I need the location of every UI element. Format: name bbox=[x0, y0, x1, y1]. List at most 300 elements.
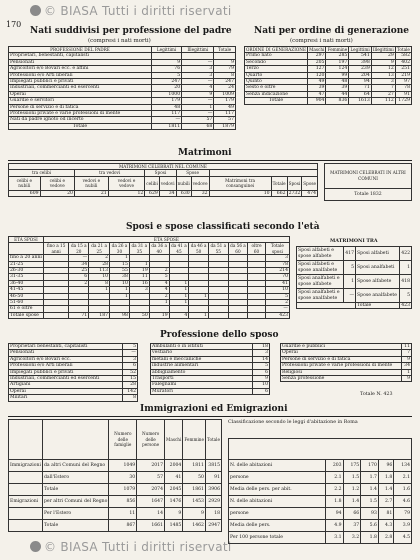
table-cell: 3 bbox=[253, 350, 270, 356]
table-cell: Pensionati bbox=[9, 59, 152, 65]
table-cell: Sposi analfabeti bbox=[356, 261, 400, 275]
table-cell: 57 bbox=[137, 472, 165, 484]
column-header: vedove bbox=[191, 176, 209, 190]
table-cell: 36-40 bbox=[9, 280, 44, 286]
table-cell: 61 e oltre bbox=[9, 306, 44, 312]
table-cell: 1 bbox=[402, 369, 412, 375]
table-cell: Agricoltori e/o Bovari ecc. e affini bbox=[9, 66, 152, 72]
table-cell: N. delle abitazioni bbox=[229, 496, 326, 508]
table-cell: Persone di servizio e di fatica bbox=[281, 356, 402, 362]
table-cell: 5 bbox=[149, 274, 169, 280]
table-cell: 41 bbox=[165, 472, 183, 484]
table-row bbox=[9, 508, 222, 520]
table-cell: 28 bbox=[123, 382, 138, 388]
table-cell: 6 bbox=[253, 369, 270, 375]
table-cell: 24 bbox=[214, 85, 236, 91]
table-cell: 219 bbox=[395, 72, 411, 78]
table-cell: 1.7 bbox=[361, 472, 379, 484]
table-cell: 1453 bbox=[183, 496, 206, 508]
table-cell: 1 bbox=[189, 312, 209, 318]
table-cell bbox=[9, 484, 43, 496]
table-cell: 96 bbox=[378, 460, 393, 472]
table-cell: Spose alfabete bbox=[356, 275, 400, 289]
archive-logo-icon bbox=[30, 5, 41, 16]
table-cell: 76 bbox=[152, 66, 182, 72]
column-header: Maschi bbox=[165, 420, 183, 460]
column-header: da 21 a 25 bbox=[89, 243, 110, 255]
table-cell: — bbox=[123, 350, 138, 356]
column-header: ETÀ SPOSE bbox=[43, 237, 289, 243]
table-cell: — bbox=[152, 117, 182, 123]
table-cell: 3815 bbox=[205, 460, 221, 472]
table-cell: 9 bbox=[402, 356, 412, 362]
table-row bbox=[297, 261, 412, 275]
table-cell: 2 bbox=[69, 280, 89, 286]
table-cell: — bbox=[344, 289, 356, 303]
table-cell: 19 bbox=[149, 312, 169, 318]
table-cell: 662 bbox=[271, 190, 287, 196]
table-cell: 204 bbox=[349, 72, 371, 78]
table-cell: 247 bbox=[214, 79, 236, 85]
table-cell: Sposi analfabeti e spose alfabete bbox=[297, 275, 344, 289]
table-cell: 9 bbox=[214, 59, 236, 65]
table-cell: 1.4 bbox=[343, 496, 361, 508]
table-cell: 4 bbox=[149, 287, 169, 293]
abitazioni-title: Classificazione secondo le leggi d'abitazione in Roma bbox=[228, 420, 358, 425]
professione-sposo-right bbox=[280, 343, 412, 382]
table-row bbox=[281, 363, 412, 369]
table-cell: abbigliamento bbox=[151, 369, 253, 375]
table-cell: 91 bbox=[205, 472, 221, 484]
table-cell: Guardie e servitori bbox=[9, 98, 152, 104]
section-rule bbox=[8, 160, 412, 161]
professione-sposo-total: Totale N. 423 bbox=[360, 392, 393, 397]
column-header: Illegittimi bbox=[182, 47, 214, 53]
table-cell: 5 bbox=[265, 293, 289, 299]
column-header: Totale bbox=[271, 176, 287, 190]
table-cell: 20 bbox=[152, 85, 182, 91]
table-cell: 12 bbox=[108, 190, 145, 196]
table-cell: Professioni private e varie professioni di mente bbox=[9, 111, 152, 117]
matrimoni-altri-comuni-table bbox=[324, 163, 412, 201]
table-cell: Militari bbox=[9, 395, 123, 401]
table-cell: 31-35 bbox=[9, 274, 44, 280]
table-cell: 21-25 bbox=[9, 261, 44, 267]
table-cell: Totale bbox=[42, 484, 108, 496]
table-cell: 120 bbox=[308, 72, 326, 78]
table-cell: 4.5 bbox=[394, 532, 412, 544]
table-cell: 170 bbox=[361, 460, 379, 472]
table-row bbox=[229, 508, 412, 520]
table-cell: 6 bbox=[69, 274, 89, 280]
table-cell: 5 bbox=[253, 363, 270, 369]
table-cell: 285 bbox=[326, 53, 349, 59]
eta-sposi-table bbox=[8, 236, 290, 319]
section-rule bbox=[8, 416, 412, 417]
table-cell: 1 bbox=[182, 104, 214, 110]
table-cell: Media delle pers. bbox=[229, 520, 326, 532]
matrimoni-title: Matrimoni bbox=[178, 148, 232, 158]
column-header: Legittimi bbox=[152, 47, 182, 53]
table-cell: 38 bbox=[110, 274, 130, 280]
table-cell: Senza professione bbox=[281, 376, 402, 382]
table-cell: 39 bbox=[308, 85, 326, 91]
table-cell: 10 bbox=[253, 382, 270, 388]
abitazioni-table bbox=[228, 438, 412, 544]
table-cell: 11 bbox=[129, 274, 149, 280]
table-cell: 48 bbox=[152, 104, 182, 110]
table-cell: 2 bbox=[149, 293, 169, 299]
table-cell: 28 bbox=[89, 261, 110, 267]
table-cell: 2.8 bbox=[378, 532, 393, 544]
table-cell: 4.3 bbox=[378, 520, 393, 532]
table-cell: Sposi alfabeti bbox=[356, 247, 400, 261]
table-cell: 8 bbox=[123, 395, 138, 401]
table-cell: Operai bbox=[281, 350, 402, 356]
table-cell: 6 bbox=[253, 388, 270, 394]
table-cell: fino a 20 anni bbox=[10, 255, 42, 261]
column-header: Femmine bbox=[327, 47, 348, 52]
table-cell: 247 bbox=[152, 79, 182, 85]
column-header: Legittimi bbox=[350, 47, 370, 52]
column-header: Totale bbox=[396, 47, 410, 52]
table-cell: 94 bbox=[349, 79, 371, 85]
table-cell: Emigrazioni bbox=[9, 496, 43, 508]
table-cell: 2 bbox=[149, 268, 169, 274]
table-cell: 3.9 bbox=[394, 520, 412, 532]
table-cell: 12 bbox=[371, 66, 395, 72]
table-cell: 214 bbox=[265, 268, 289, 274]
table-cell: 9 bbox=[371, 59, 395, 65]
table-cell: 94 bbox=[325, 508, 343, 520]
table-cell: Pensionati bbox=[9, 350, 123, 356]
table-cell bbox=[228, 312, 248, 318]
table-cell: 1.5 bbox=[361, 496, 379, 508]
table-cell: 14 bbox=[253, 356, 270, 362]
table-cell: 9 bbox=[165, 508, 183, 520]
table-cell bbox=[248, 312, 265, 318]
table-cell: Sposi alfabeti e spose analfabete bbox=[297, 261, 344, 275]
table-row bbox=[9, 472, 222, 484]
nati-professione-subtitle: (compresi i nati morti) bbox=[88, 38, 151, 44]
table-cell: 44 bbox=[326, 91, 349, 97]
table-cell: 7 bbox=[371, 85, 395, 91]
column-header: celibi bbox=[145, 176, 160, 190]
table-cell: Media delle pers. per abit. bbox=[229, 484, 326, 496]
table-cell: 3906 bbox=[205, 484, 221, 496]
table-cell: 3 bbox=[265, 255, 289, 261]
table-cell: Sesto e oltre bbox=[245, 85, 308, 91]
table-cell: vestiario bbox=[151, 350, 253, 356]
table-cell: 20 bbox=[40, 190, 74, 196]
table-cell: 127 bbox=[308, 66, 326, 72]
column-header: vedovi bbox=[159, 176, 176, 190]
row-header: ETÀ SPOSI bbox=[9, 237, 44, 243]
table-cell: 1.4 bbox=[361, 484, 379, 496]
column-header: da 46 a 50 bbox=[190, 243, 207, 254]
table-cell: 1 bbox=[399, 261, 411, 275]
column-header: nubili bbox=[176, 176, 191, 190]
table-row bbox=[297, 247, 412, 261]
table-cell: 9 bbox=[253, 376, 270, 382]
alfabetismo-table: Sposi alfabeti e spose alfabete 417 Sposi alfabeti 422 Sposi alfabeti e spose analfabete 5 Sposi analfabeti 1 Sposi analfabeti e spose alfabete 1 Spose alfabete 418 Sposi analfabeti e spose analfabete — Spose analfabete 5 Totale 423 bbox=[298, 248, 410, 308]
table-cell: 1 bbox=[189, 293, 209, 299]
column-header: da 15 a 20 bbox=[69, 243, 89, 255]
table-cell: 2017 bbox=[137, 460, 165, 472]
table-cell: Senza indicazione bbox=[245, 91, 308, 97]
table-cell: — bbox=[182, 59, 214, 65]
matrimoni-tra-title: MATRIMONI TRA bbox=[330, 238, 378, 244]
table-cell bbox=[9, 472, 43, 484]
column-header: oltre 60 bbox=[248, 243, 265, 255]
table-row bbox=[9, 520, 222, 532]
table-cell: Immigrazioni bbox=[9, 460, 43, 472]
table-cell: 25 bbox=[69, 268, 89, 274]
table-cell: — bbox=[182, 98, 214, 104]
table-cell: — bbox=[69, 255, 89, 261]
table-cell: Guardie e pubblici bbox=[281, 344, 402, 350]
table-cell: 134 bbox=[394, 460, 412, 472]
table-cell: 78 bbox=[265, 261, 289, 267]
table-cell: — bbox=[182, 111, 214, 117]
table-cell: 3.2 bbox=[343, 532, 361, 544]
table-cell: Operai bbox=[9, 388, 123, 394]
table-row bbox=[9, 460, 222, 472]
table-cell: Terzo bbox=[245, 66, 308, 72]
table-cell: Trasporti bbox=[151, 376, 253, 382]
column-header: MATRIMONI CELEBRATI IN ALTRI COMUNI bbox=[325, 164, 412, 189]
table-row bbox=[297, 275, 412, 289]
table-cell: 205 bbox=[308, 59, 326, 65]
table-cell: 10 bbox=[89, 274, 110, 280]
table-cell: 197 bbox=[326, 59, 349, 65]
table-cell: 21 bbox=[74, 190, 108, 196]
table-cell: 93 bbox=[361, 508, 379, 520]
table-cell: Industriali, commercianti ed esercenti bbox=[9, 85, 152, 91]
table-cell: 11 bbox=[109, 508, 137, 520]
table-row bbox=[229, 460, 412, 472]
table-cell: 41 bbox=[265, 280, 289, 286]
table-cell: 629 bbox=[145, 190, 160, 196]
table-cell: 41-45 bbox=[9, 287, 44, 293]
table-cell: Sposi analfabeti e spose analfabete bbox=[297, 289, 344, 303]
table-cell: 71 bbox=[69, 312, 89, 318]
table-cell: 99 bbox=[326, 72, 349, 78]
table-cell: 2045 bbox=[165, 484, 183, 496]
table-cell: 50 bbox=[129, 312, 149, 318]
column-header: Totale sposi bbox=[265, 243, 289, 255]
table-total-row: Totale 904 836 1613 112 1729 bbox=[245, 98, 412, 104]
table-cell: 34 bbox=[159, 190, 176, 196]
table-cell: 1811 bbox=[183, 460, 206, 472]
table-cell: 52 bbox=[123, 369, 138, 375]
table-cell: 4 bbox=[182, 85, 214, 91]
table-cell: 32 bbox=[191, 190, 209, 196]
table-cell: Impiegati pubblici e privati bbox=[9, 369, 123, 375]
table-cell: 71 bbox=[349, 85, 371, 91]
table-cell: 4 bbox=[149, 280, 169, 286]
table-cell: 79 bbox=[394, 508, 412, 520]
table-cell: 3 bbox=[123, 356, 138, 362]
column-group-header: Spose bbox=[176, 170, 209, 176]
table-cell: 3.1 bbox=[325, 532, 343, 544]
table-cell: Artigiani bbox=[9, 382, 123, 388]
table-total-row bbox=[9, 312, 290, 318]
column-header: fino a 15 anni bbox=[43, 243, 68, 255]
table-cell: 297 bbox=[308, 53, 326, 59]
table-cell: 630 bbox=[176, 190, 191, 196]
table-cell: 10 bbox=[209, 190, 271, 196]
table-cell: 1462 bbox=[183, 520, 206, 532]
eta-sposi-title: Sposi e spose classificati secondo l'età bbox=[126, 222, 320, 232]
table-cell: 1661 bbox=[137, 520, 165, 532]
table-cell: 3 bbox=[371, 79, 395, 85]
table-row bbox=[9, 395, 138, 401]
table-cell: 78 bbox=[395, 85, 411, 91]
table-cell: N. delle abitazioni bbox=[229, 460, 326, 472]
column-header bbox=[9, 420, 43, 460]
table-cell: 81 bbox=[378, 508, 393, 520]
table-cell: 3 bbox=[182, 72, 214, 78]
table-row bbox=[229, 496, 412, 508]
table-cell: Professioni e/o Arti liberali bbox=[9, 72, 152, 78]
table-cell: 1 bbox=[169, 300, 189, 306]
table-cell: Nati da padre ignoto od incerto bbox=[9, 117, 152, 123]
table-cell: 1.4 bbox=[378, 484, 393, 496]
table-cell: Sposi alfabeti e spose alfabete bbox=[297, 247, 344, 261]
table-cell: persone bbox=[229, 472, 326, 484]
table-cell: 5 bbox=[123, 344, 138, 350]
table-cell: 39 bbox=[326, 85, 349, 91]
table-cell: 1485 bbox=[165, 520, 183, 532]
table-cell: 1861 bbox=[183, 484, 206, 496]
table-cell: 1 bbox=[344, 275, 356, 289]
table-cell: 2929 bbox=[205, 496, 221, 508]
table-cell: 179 bbox=[152, 98, 182, 104]
table-cell: 1.6 bbox=[394, 484, 412, 496]
table-cell: 48 bbox=[326, 79, 349, 85]
table-cell: Quarto bbox=[245, 72, 308, 78]
table-cell: 867 bbox=[109, 520, 137, 532]
table-cell: 1.8 bbox=[361, 532, 379, 544]
table-cell: 1476 bbox=[165, 496, 183, 508]
professione-sposo-mid bbox=[150, 343, 270, 395]
table-cell: 1 bbox=[149, 300, 169, 306]
table-cell: 856 bbox=[109, 496, 137, 508]
table-cell: 2.1 bbox=[325, 472, 343, 484]
table-cell: 179 bbox=[214, 98, 236, 104]
column-header: MATRIMONI CELEBRATI NEL COMUNE bbox=[9, 164, 318, 170]
table-row bbox=[9, 496, 222, 508]
table-cell: 239 bbox=[349, 66, 371, 72]
table-cell: 1 bbox=[169, 280, 189, 286]
table-cell: Proprietari, benestanti, capitalisti bbox=[9, 53, 152, 59]
table-cell: Per l'Estero bbox=[42, 508, 108, 520]
table-row bbox=[151, 388, 270, 394]
column-header: Illegittimi bbox=[372, 47, 394, 52]
table-cell: 34 bbox=[69, 261, 89, 267]
table-cell: 8 bbox=[89, 280, 110, 286]
table-cell: Primo nato bbox=[245, 53, 308, 59]
table-cell: 2732 bbox=[288, 190, 301, 196]
table-cell: — bbox=[182, 79, 214, 85]
table-cell: Quinto bbox=[245, 79, 308, 85]
table-cell bbox=[208, 312, 228, 318]
table-cell: 1.8 bbox=[325, 496, 343, 508]
table-cell: 97 bbox=[395, 79, 411, 85]
nati-generazione-table bbox=[244, 46, 412, 105]
table-header-row bbox=[245, 47, 412, 53]
table-cell: Per 100 persone totale bbox=[229, 532, 326, 544]
table-cell: 14 bbox=[137, 508, 165, 520]
nati-generazione-subtitle: (compresi i nati morti) bbox=[290, 38, 353, 44]
table-cell: dall'Estero bbox=[42, 472, 108, 484]
table-cell: — bbox=[265, 306, 289, 312]
table-cell: 422 bbox=[399, 247, 411, 261]
table-cell: 98 bbox=[110, 312, 130, 318]
table-cell: 2 bbox=[265, 300, 289, 306]
table-cell bbox=[9, 508, 43, 520]
column-header: Femmine bbox=[183, 420, 206, 460]
table-cell: 13 bbox=[371, 72, 395, 78]
table-cell: metalli e meccaniche bbox=[151, 356, 253, 362]
table-cell: Operai bbox=[9, 91, 152, 97]
table-cell: 18 bbox=[205, 508, 221, 520]
table-cell: 474 bbox=[302, 190, 318, 196]
column-header: celibi e nubili bbox=[9, 176, 41, 190]
table-cell: 251 bbox=[395, 66, 411, 72]
table-row bbox=[229, 484, 412, 496]
table-cell: Secondo bbox=[245, 59, 308, 65]
column-header: Numero delle persone bbox=[137, 420, 165, 460]
table-cell: Muratori bbox=[151, 388, 253, 394]
table-cell: 15 bbox=[123, 376, 138, 382]
table-cell: 34 bbox=[402, 363, 412, 369]
table-cell: 91 bbox=[395, 91, 411, 97]
watermark-top: © BIASA Tutti i diritti riservati bbox=[30, 4, 232, 18]
table-cell: Impiegati pubblici e privati bbox=[9, 79, 152, 85]
table-cell: 64 bbox=[349, 91, 371, 97]
table-cell: 187 bbox=[89, 312, 110, 318]
column-header: da 41 a 45 bbox=[171, 243, 187, 254]
table-cell: 418 bbox=[399, 275, 411, 289]
column-header: Matrimoni tra consanguinei bbox=[209, 176, 271, 190]
table-cell: 18 bbox=[253, 344, 270, 350]
table-cell: 4.9 bbox=[325, 520, 343, 532]
page-number: 170 bbox=[6, 20, 22, 29]
nati-professione-table bbox=[8, 46, 236, 130]
nati-professione-title: Nati suddivisi per professione del padre bbox=[30, 26, 232, 36]
table-cell: 423 bbox=[265, 312, 289, 318]
table-cell: 117 bbox=[214, 111, 236, 117]
table-cell: persone bbox=[229, 508, 326, 520]
table-cell: 79 bbox=[214, 66, 236, 72]
table-cell: 417 bbox=[344, 247, 356, 261]
table-cell: 2.7 bbox=[378, 496, 393, 508]
column-header: ORDINE DI GENERAZIONE bbox=[246, 47, 307, 52]
table-cell: 15 bbox=[110, 261, 130, 267]
table-cell: 50 bbox=[183, 472, 206, 484]
table-cell: Spose analfabete bbox=[356, 289, 400, 303]
table-cell: 10 bbox=[265, 287, 289, 293]
column-header: da 36 a 40 bbox=[149, 243, 169, 255]
table-cell: 57 bbox=[214, 117, 236, 123]
table-cell: 2.1 bbox=[394, 472, 412, 484]
table-cell: 30 bbox=[109, 472, 137, 484]
column-header bbox=[42, 420, 108, 460]
table-cell: 1.8 bbox=[378, 472, 393, 484]
table-cell: 9 bbox=[152, 59, 182, 65]
